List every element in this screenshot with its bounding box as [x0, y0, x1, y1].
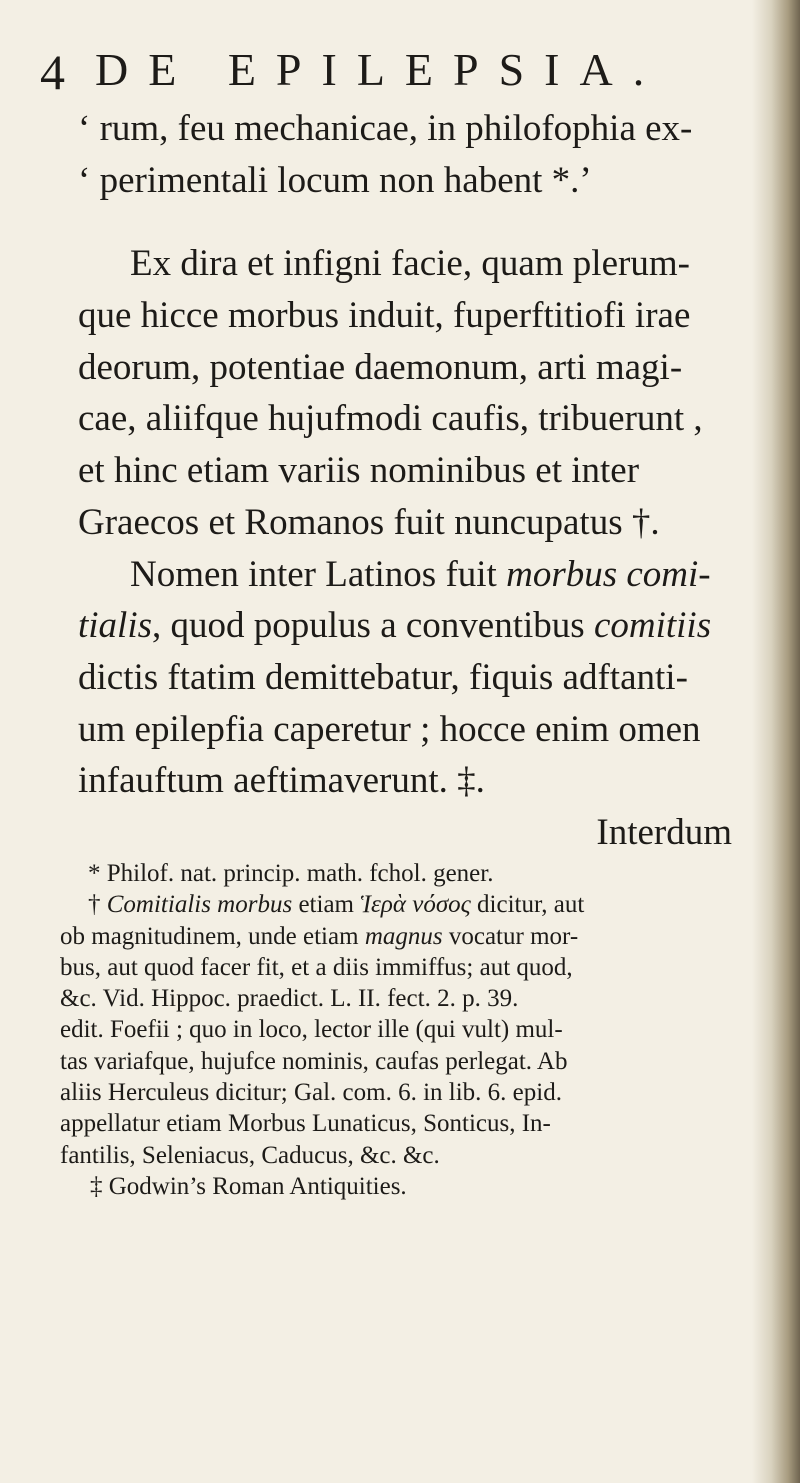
- catchword: Interdum: [596, 811, 732, 853]
- italic-term: tialis: [78, 605, 153, 647]
- text-run: , quod populus a conventibus: [152, 605, 585, 647]
- main-text: [78, 103, 768, 859]
- text-line: dictis ftatim demittebatur, fiquis adftanti-: [78, 656, 688, 698]
- page-header: [40, 40, 740, 100]
- running-head: DE EPILEPSIA.: [95, 44, 665, 95]
- text-line: Graecos et Romanos fuit nuncupatus †.: [78, 501, 660, 543]
- text-line: infauftum aeftimaverunt. ‡.: [78, 760, 485, 802]
- italic-term: comitiis: [593, 605, 712, 647]
- text-run: ob magnitudinem, unde etiam: [60, 922, 365, 950]
- text-line: que hicce morbus induit, fuperftitiofi irae: [78, 295, 691, 337]
- page-number: 4: [40, 44, 65, 100]
- text-run: etiam: [292, 891, 361, 919]
- dagger-mark: †: [88, 891, 107, 919]
- text-line: [78, 600, 768, 652]
- footnote-line: bus, aut quod facer fit, et a diis immiffus; aut quod,: [60, 953, 573, 981]
- footnote-line: aliis Herculeus dicitur; Gal. com. 6. in lib. 6. epid.: [60, 1079, 562, 1107]
- text-line: cae, aliifque hujufmodi caufis, tribuerunt ,: [78, 398, 703, 440]
- text-line: deorum, potentiae daemonum, arti magi-: [78, 346, 683, 388]
- text-run: vocatur mor-: [442, 922, 579, 950]
- text-line: Ex dira et infigni facie, quam plerum-: [130, 243, 690, 285]
- footnote-line: [60, 889, 765, 920]
- text-line: [78, 549, 768, 601]
- footnote-line: fantilis, Seleniacus, Caducus, &c. &c.: [60, 1141, 440, 1169]
- text-run: Nomen inter Latinos fuit: [130, 553, 497, 595]
- footnote-line: tas variafque, hujufce nominis, caufas perlegat. Ab: [60, 1047, 568, 1075]
- italic-term: magnus: [364, 922, 443, 950]
- footnote-line: &c. Vid. Hippoc. praedict. L. II. fect. 2. p. 39.: [60, 985, 519, 1013]
- text-line: ‘ rum, feu mechanicae, in philofophia ex-: [78, 108, 693, 149]
- text-line: ‘ perimentali locum non habent *.’: [78, 159, 592, 201]
- footnotes: [60, 858, 765, 1202]
- text-line: um epilepfia caperetur ; hocce enim omen: [78, 708, 701, 750]
- footnote-line: edit. Foefii ; quo in loco, lector ille (qui vult) mul-: [60, 1016, 563, 1044]
- text-run: dicitur, aut: [470, 891, 585, 919]
- footnote-line: * Philof. nat. princip. math. fchol. gener.: [88, 860, 494, 887]
- footnote-line: ‡ Godwin’s Roman Antiquities.: [90, 1172, 407, 1200]
- text-line: et hinc etiam variis nominibus et inter: [78, 450, 640, 492]
- footnote-line: appellatur etiam Morbus Lunaticus, Sonticus, In-: [60, 1110, 551, 1138]
- italic-term: morbus comi-: [506, 553, 711, 595]
- greek-term: Ἱερὰ νόσος: [360, 891, 471, 919]
- footnote-line: [60, 921, 765, 952]
- italic-term: Comitialis morbus: [106, 891, 293, 919]
